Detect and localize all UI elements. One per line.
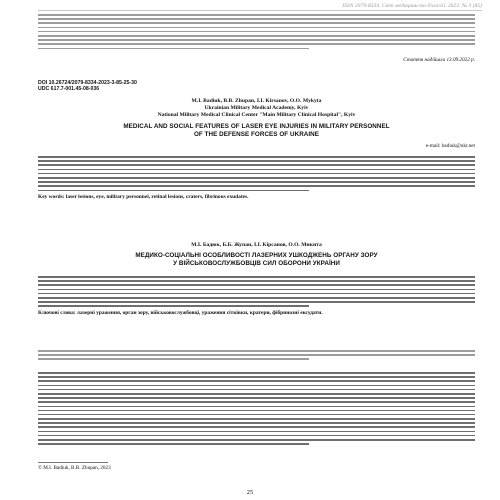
fragment-note bbox=[38, 350, 475, 363]
page-number: 25 bbox=[246, 489, 254, 496]
placeholder-line bbox=[38, 293, 475, 295]
placeholder-line bbox=[38, 177, 475, 179]
authors-uk-block bbox=[38, 242, 475, 249]
placeholder-line bbox=[38, 397, 475, 399]
body-text bbox=[38, 372, 475, 447]
running-head: ISSN 2079-8334. Світ медицини та біології. 2023. № 3 (85) bbox=[342, 3, 482, 9]
udc: UDC 617.7-001.45-08-036 bbox=[38, 86, 100, 93]
placeholder-line bbox=[38, 372, 475, 374]
placeholder-line bbox=[38, 276, 475, 278]
placeholder-line bbox=[38, 181, 475, 183]
placeholder-line bbox=[38, 354, 475, 356]
placeholder-line bbox=[38, 410, 475, 412]
placeholder-line bbox=[38, 393, 475, 395]
placeholder-line bbox=[38, 376, 475, 378]
received-date: Стаття надійшла 13.09.2022 р. bbox=[403, 57, 475, 63]
placeholder-line bbox=[38, 418, 475, 420]
authors-en: M.I. Badiuk, B.B. Zhupan, I.I. Kirsanov, O.O. Mykyta bbox=[191, 98, 322, 104]
placeholder-line bbox=[38, 185, 475, 187]
placeholder-line bbox=[38, 43, 475, 45]
abstract-uk bbox=[38, 276, 475, 316]
affiliation-2: National Military Medical Clinical Center "Main Military Clinical Hospital", Kyiv bbox=[157, 111, 356, 118]
references-block bbox=[38, 14, 475, 52]
authors-uk: М.І. Бадюк, Б.Б. Жупан, І.І. Кірсанов, О.О. Микита bbox=[191, 242, 322, 248]
header-rule bbox=[38, 10, 482, 11]
placeholder-line bbox=[38, 31, 475, 33]
placeholder-line bbox=[38, 169, 475, 171]
placeholder-line bbox=[38, 18, 475, 20]
placeholder-line bbox=[38, 439, 475, 441]
title-uk-line-1: МЕДИКО-СОЦІАЛЬНІ ОСОБЛИВОСТІ ЛАЗЕРНИХ УШКОДЖЕНЬ ОРГАНУ ЗОРУ bbox=[135, 252, 378, 259]
contact-email[interactable]: e-mail: badiuk@ukr.net bbox=[425, 143, 475, 149]
placeholder-line bbox=[38, 358, 309, 360]
title-uk-line-2: У ВІЙСЬКОВОСЛУЖБОВЦІВ СИЛ ОБОРОНИ УКРАЇНИ bbox=[173, 259, 340, 267]
copyright: © M.I. Badiuk, B.B. Zhupan, 2023 bbox=[38, 465, 111, 471]
placeholder-line bbox=[38, 301, 475, 303]
placeholder-line bbox=[38, 164, 475, 166]
placeholder-line bbox=[38, 156, 475, 158]
placeholder-line bbox=[38, 289, 475, 291]
abstract-en-lines bbox=[38, 156, 475, 191]
body-lines bbox=[38, 372, 475, 445]
placeholder-line bbox=[38, 380, 475, 382]
placeholder-line bbox=[38, 190, 309, 192]
placeholder-line bbox=[38, 443, 309, 445]
placeholder-line bbox=[38, 35, 475, 37]
placeholder-line bbox=[38, 27, 475, 29]
placeholder-line bbox=[38, 350, 475, 352]
placeholder-line bbox=[38, 297, 475, 299]
title-uk bbox=[38, 252, 475, 267]
article-identifiers bbox=[38, 80, 475, 93]
title-en-line-2: OF THE DEFENSE FORCES OF UKRAINE bbox=[193, 130, 320, 138]
references-lines bbox=[38, 14, 475, 49]
footer bbox=[38, 462, 475, 471]
placeholder-line bbox=[38, 389, 475, 391]
placeholder-line bbox=[38, 414, 475, 416]
placeholder-line bbox=[38, 160, 475, 162]
placeholder-line bbox=[38, 435, 475, 437]
placeholder-line bbox=[38, 14, 475, 16]
placeholder-line bbox=[38, 385, 475, 387]
placeholder-line bbox=[38, 280, 475, 282]
title-en-line-1: MEDICAL AND SOCIAL FEATURES OF LASER EYE INJURIES IN MILITARY PERSONNEL bbox=[123, 123, 390, 130]
placeholder-line bbox=[38, 406, 475, 408]
placeholder-line bbox=[38, 305, 309, 307]
placeholder-line bbox=[38, 284, 475, 286]
title-en bbox=[38, 123, 475, 138]
placeholder-line bbox=[38, 431, 475, 433]
placeholder-line bbox=[38, 426, 475, 428]
placeholder-line bbox=[38, 422, 475, 424]
placeholder-line bbox=[38, 22, 475, 24]
fragment-note-lines bbox=[38, 350, 475, 360]
abstract-en bbox=[38, 156, 475, 200]
keywords-uk: Ключові слова: лазерні ураження, орган зору, військовослужбовці, ураження сітківки, кратери, фібринозні ексудати. bbox=[38, 309, 323, 316]
keywords-en: Key words: laser lesions, eye, military personnel, retinal lesions, craters, fibrinous exudates. bbox=[38, 193, 249, 200]
abstract-uk-lines bbox=[38, 276, 475, 307]
placeholder-line bbox=[38, 173, 475, 175]
placeholder-line bbox=[38, 48, 309, 50]
authors-affiliations-en bbox=[38, 98, 475, 118]
placeholder-line bbox=[38, 39, 475, 41]
doi: DOI 10.26724/2079-8334-2023-3-85-25-30 bbox=[38, 80, 137, 86]
affiliation-1: Ukrainian Military Medical Academy, Kyiv bbox=[204, 104, 309, 111]
footer-rule bbox=[38, 462, 108, 463]
placeholder-line bbox=[38, 401, 475, 403]
